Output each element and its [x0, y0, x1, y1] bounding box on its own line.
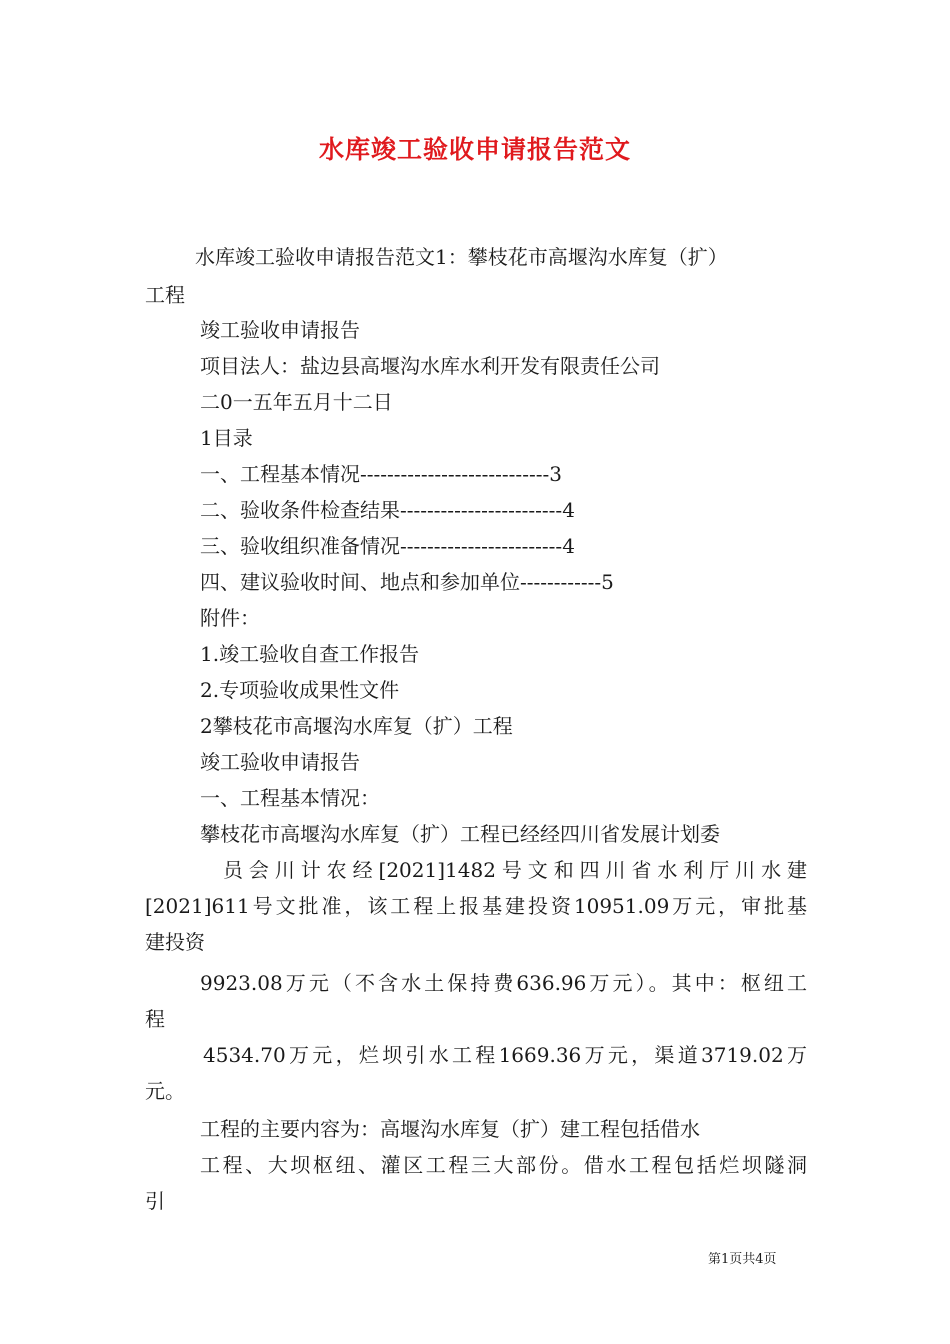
toc-entry-label: 三、验收组织准备情况 [200, 534, 400, 558]
paragraph-line: 竣工验收申请报告 [200, 318, 360, 342]
paragraph-line: 水库竣工验收申请报告范文1：攀枝花市高堰沟水库复（扩） [195, 245, 728, 269]
paragraph-line: 附件： [200, 606, 260, 630]
toc-entry-leader: ---------------------------- [360, 462, 550, 486]
toc-entry [200, 536, 575, 556]
paragraph-line: 竣工验收申请报告 [200, 750, 360, 774]
paragraph-line: 2.专项验收成果性文件 [200, 678, 400, 702]
toc-entry-leader: ------------ [520, 570, 602, 594]
paragraph-line: 1.竣工验收自查工作报告 [200, 642, 420, 666]
paragraph-line: 项目法人：盐边县高堰沟水库水利开发有限责任公司 [200, 354, 660, 378]
page-number: 第1页共4页 [708, 1252, 777, 1267]
toc-entry-label: 二、验收条件检查结果 [200, 498, 400, 522]
paragraph-line: 工程 [145, 283, 185, 307]
toc-entry [200, 572, 614, 592]
paragraph-line: 程 [145, 1007, 165, 1031]
section-heading: 一、工程基本情况： [200, 786, 380, 810]
toc-entry-page: 4 [562, 534, 575, 558]
toc-entry-leader: ------------------------ [400, 498, 563, 522]
toc-entry [200, 500, 575, 520]
paragraph-line: 建投资 [145, 930, 205, 954]
toc-entry-leader: ------------------------ [400, 534, 563, 558]
toc-entry-page: 4 [562, 498, 575, 522]
paragraph-line: 二0一五年五月十二日 [200, 390, 393, 414]
paragraph-line: 4534.70万元，烂坝引水工程1669.36万元，渠道3719.02万 [203, 1043, 807, 1067]
toc-entry [200, 464, 562, 484]
toc-entry-page: 3 [549, 462, 562, 486]
toc-entry-page: 5 [601, 570, 614, 594]
paragraph-line: 工程的主要内容为：高堰沟水库复（扩）建工程包括借水 [200, 1117, 700, 1141]
paragraph-line: 元。 [145, 1079, 185, 1103]
paragraph-line: 9923.08万元（不含水土保持费636.96万元）。其中：枢纽工 [200, 971, 807, 995]
paragraph-line: 2攀枝花市高堰沟水库复（扩）工程 [200, 714, 513, 738]
toc-heading: 1目录 [200, 426, 253, 450]
paragraph-line: 引 [145, 1189, 165, 1213]
paragraph-line: 攀枝花市高堰沟水库复（扩）工程已经经四川省发展计划委 [200, 822, 720, 846]
toc-entry-label: 一、工程基本情况 [200, 462, 360, 486]
paragraph-line: 员会川计农经[2021]1482号文和四川省水利厅川水建 [223, 858, 807, 882]
toc-entry-label: 四、建议验收时间、地点和参加单位 [200, 570, 520, 594]
paragraph-line: [2021]611号文批准，该工程上报基建投资10951.09万元，审批基 [145, 894, 807, 918]
paragraph-line: 工程、大坝枢纽、灌区工程三大部份。借水工程包括烂坝隧洞 [200, 1153, 807, 1177]
document-title: 水库竣工验收申请报告范文 [318, 135, 631, 164]
